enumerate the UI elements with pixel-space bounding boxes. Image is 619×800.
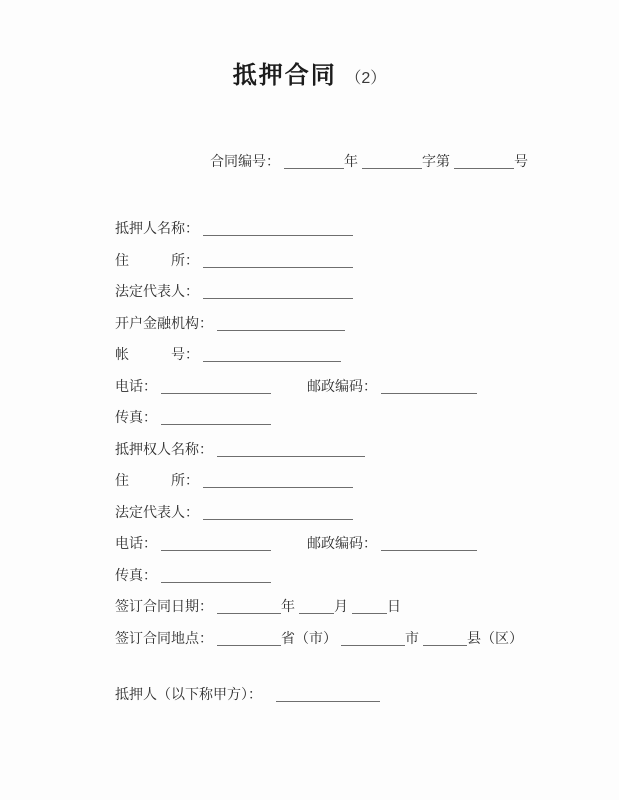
field-label: 开户金融机构：	[115, 314, 213, 331]
field-label: 住 所：	[115, 472, 199, 488]
fill-in-blank	[299, 600, 334, 614]
title-suffix: （2）	[345, 70, 387, 87]
field-label: 传真：	[115, 409, 157, 425]
fill-in-blank	[381, 380, 477, 394]
field-label: 年	[281, 598, 295, 614]
field-label: 邮政编码：	[307, 377, 377, 394]
field-label: 抵押人（以下称甲方）：	[115, 686, 262, 702]
fill-in-blank	[454, 155, 514, 169]
fill-in-blank	[362, 155, 422, 169]
fill-in-blank	[352, 600, 387, 614]
field-label: 日	[387, 598, 401, 614]
field-label: 市	[405, 629, 419, 646]
field-label: 签订合同日期：	[115, 598, 213, 614]
fill-in-blank	[217, 443, 365, 457]
field-label: 县（区）	[467, 629, 523, 646]
mortgagor-bank-row	[115, 308, 619, 340]
mortgagee-address-row	[115, 465, 619, 497]
contract-form-fields	[115, 213, 619, 654]
fill-in-blank	[217, 632, 281, 646]
field-label: 字第	[422, 153, 450, 169]
mortgagor-phone-row	[115, 371, 619, 403]
title-text: 抵押合同	[232, 62, 337, 89]
fill-in-blank	[161, 537, 271, 551]
field-label: 年	[344, 153, 358, 169]
field-label: 抵押人名称：	[115, 220, 199, 236]
party-a-line	[115, 684, 619, 704]
field-label: 抵押权人名称：	[115, 440, 213, 457]
fill-in-blank	[217, 600, 281, 614]
field-label: 合同编号：	[210, 153, 280, 169]
mortgagor-name-row	[115, 213, 619, 245]
mortgagor-legal-rep-row	[115, 276, 619, 308]
mortgagee-legal-rep-row	[115, 497, 619, 529]
field-label: 帐 号：	[115, 346, 199, 362]
field-label: 电话：	[115, 377, 157, 394]
fill-in-blank	[203, 222, 353, 236]
fill-in-blank	[217, 317, 345, 331]
fill-in-blank	[423, 632, 467, 646]
field-label: 住 所：	[115, 251, 199, 268]
fill-in-blank	[203, 285, 353, 299]
field-label: 签订合同地点：	[115, 629, 213, 646]
fill-in-blank	[341, 632, 405, 646]
signing-place-row	[115, 623, 619, 655]
field-label: 法定代表人：	[115, 503, 199, 520]
fill-in-blank	[203, 506, 353, 520]
fill-in-blank	[381, 537, 477, 551]
field-label: 邮政编码：	[307, 535, 377, 551]
fill-in-blank	[284, 155, 344, 169]
page-title	[0, 60, 619, 95]
mortgagor-address-row	[115, 245, 619, 277]
fill-in-blank	[161, 380, 271, 394]
mortgagee-name-row	[115, 434, 619, 466]
field-label: 号	[514, 153, 528, 169]
field-label: 法定代表人：	[115, 283, 199, 299]
field-label: 月	[334, 598, 348, 614]
fill-in-blank	[276, 688, 380, 702]
mortgagor-account-row	[115, 339, 619, 371]
mortgagor-fax-row	[115, 402, 619, 434]
fill-in-blank	[161, 569, 271, 583]
fill-in-blank	[203, 254, 353, 268]
field-label: 电话：	[115, 535, 157, 551]
contract-number-line	[210, 151, 619, 171]
fill-in-blank	[203, 474, 353, 488]
signing-date-row	[115, 591, 619, 623]
mortgagee-phone-row	[115, 528, 619, 560]
fill-in-blank	[161, 411, 271, 425]
mortgagee-fax-row	[115, 560, 619, 592]
field-label: 传真：	[115, 566, 157, 583]
field-label: 省（市）	[281, 629, 337, 646]
fill-in-blank	[203, 348, 341, 362]
